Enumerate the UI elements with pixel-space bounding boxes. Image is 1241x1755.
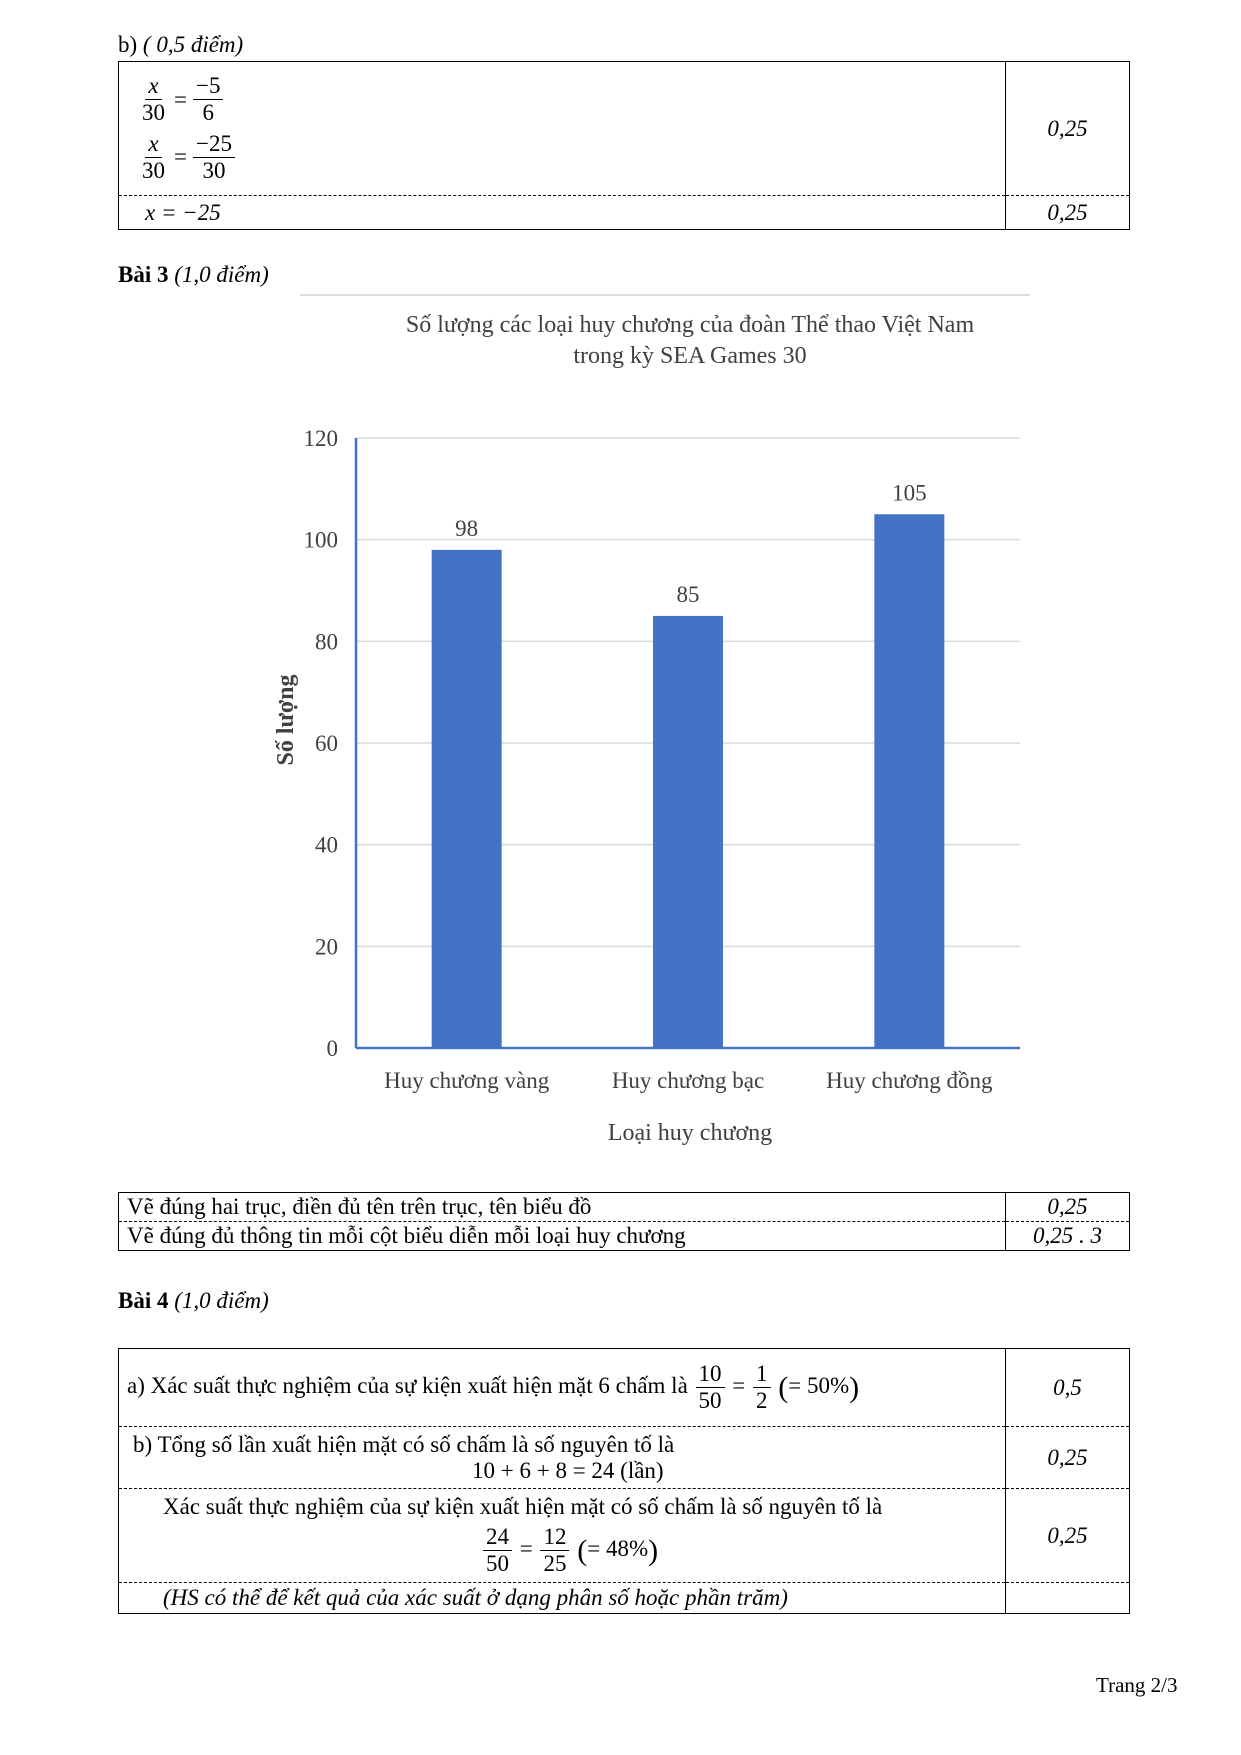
x-tick-label: Huy chương đồng [826,1068,993,1093]
bar [432,550,502,1048]
y-tick-label: 60 [315,731,338,756]
y-tick-label: 100 [303,527,338,553]
bar-value-label: 105 [892,480,927,506]
page-number: Trang 2/3 [1096,1673,1178,1697]
bai4-a-frac1: $\frac{10}{50}$ [696,1361,725,1415]
chart-x-axis-title: Loại huy chương [607,1120,773,1146]
bai3-rubric-table [118,1192,1130,1251]
chart-y-axis-title: Số lượng [273,674,299,766]
bai4-points: (1,0 điểm) [174,1288,269,1313]
chart-title-line2: trong kỳ SEA Games 30 [573,343,807,369]
bai4-note-score [1006,1583,1130,1614]
bar [653,616,723,1048]
y-tick-label: 0 [326,1036,338,1061]
y-tick-label: 80 [315,629,338,655]
bai4-c-score: 0,25 [1006,1489,1130,1583]
bar-value-label: 98 [455,515,479,541]
bai4-note: (HS có thể để kết quả của xác suất ở dạng phân số hoặc phần trăm) [119,1583,1006,1614]
bai3-rubric-1-score: 0,25 [1006,1193,1130,1222]
chart-title-line1: Số lượng các loại huy chương của đoàn Thể thao Việt Nam [405,312,975,338]
chart-y-ticks [304,426,339,1061]
bar [874,514,944,1048]
bai4-b-text: b) Tổng số lần xuất hiện mặt có số chấm là số nguyên tố là [133,1431,675,1457]
bai4-a-score: 0,5 [1006,1349,1130,1427]
equation-2: $\frac{x}{30}$ = $\frac{-25}{30}$ [137,131,997,185]
bai4-c-cell [119,1489,1006,1583]
equation-1: $\frac{x}{30}$ = $\frac{-5}{6}$ [137,73,997,127]
chart-x-ticks [384,1068,993,1093]
bar-value-label: 85 [676,581,700,607]
bai3-rubric-2-text: Vẽ đúng đủ thông tin mỗi cột biểu diễn mỗi loại huy chương [119,1222,1006,1251]
bai4-title: Bài 4 [118,1288,169,1313]
bai4-c-frac1: $\frac{24}{50}$ [483,1524,512,1578]
x-tick-label: Huy chương vàng [384,1068,550,1093]
y-tick-label: 120 [303,426,338,451]
bai3-rubric-1-text: Vẽ đúng hai trục, điền đủ tên trên trục, tên biểu đồ [119,1193,1006,1222]
bai4-b-cell [119,1427,1006,1489]
section-b-score-1: 0,25 [1006,62,1130,196]
section-b-points: ( 0,5 điểm) [142,32,244,57]
section-b-heading [118,32,243,58]
bai4-c-frac2: $\frac{12}{25}$ [540,1524,569,1578]
bai4-a-percent: = 50% [788,1372,850,1398]
bai4-b-score: 0,25 [1006,1427,1130,1489]
bai4-b-sum: 10 + 6 + 8 = 24 (lần) [472,1457,664,1483]
bai4-c-formula: $\frac{24}{50}$ = $\frac{12}{25}$ (= 48%) [127,1524,997,1578]
bai4-a-cell: a) Xác suất thực nghiệm của sự kiện xuất hiện mặt 6 chấm là $\frac{10}{50}$ = $\frac{1}{2}$ (= 50%) [119,1349,1006,1427]
chart-data-labels [455,480,926,607]
section-b-result: x = −25 [119,196,1006,230]
bai3-title: Bài 3 [118,262,169,287]
bai4-a-frac2: $\frac{1}{2}$ [753,1361,771,1415]
bai3-rubric-2-score: 0,25 . 3 [1006,1222,1130,1251]
section-b-score-2: 0,25 [1006,196,1130,230]
y-tick-label: 20 [315,934,338,960]
bai4-table [118,1348,1130,1614]
bai4-heading [118,1288,269,1314]
medal-bar-chart [260,290,1050,1170]
bai3-points: (1,0 điểm) [174,262,269,287]
x-tick-label: Huy chương bạc [611,1068,765,1093]
section-b-label: b) [118,32,138,57]
bai4-c-text: Xác suất thực nghiệm của sự kiện xuất hiện mặt có số chấm là số nguyên tố là [163,1493,883,1519]
section-b-table [118,61,1130,230]
bai3-heading [118,262,269,288]
bai4-c-percent: = 48% [587,1535,649,1561]
section-b-equations [119,62,1006,196]
y-tick-label: 40 [315,832,338,858]
bai4-a-text: a) Xác suất thực nghiệm của sự kiện xuất hiện mặt 6 chấm là [127,1372,688,1398]
